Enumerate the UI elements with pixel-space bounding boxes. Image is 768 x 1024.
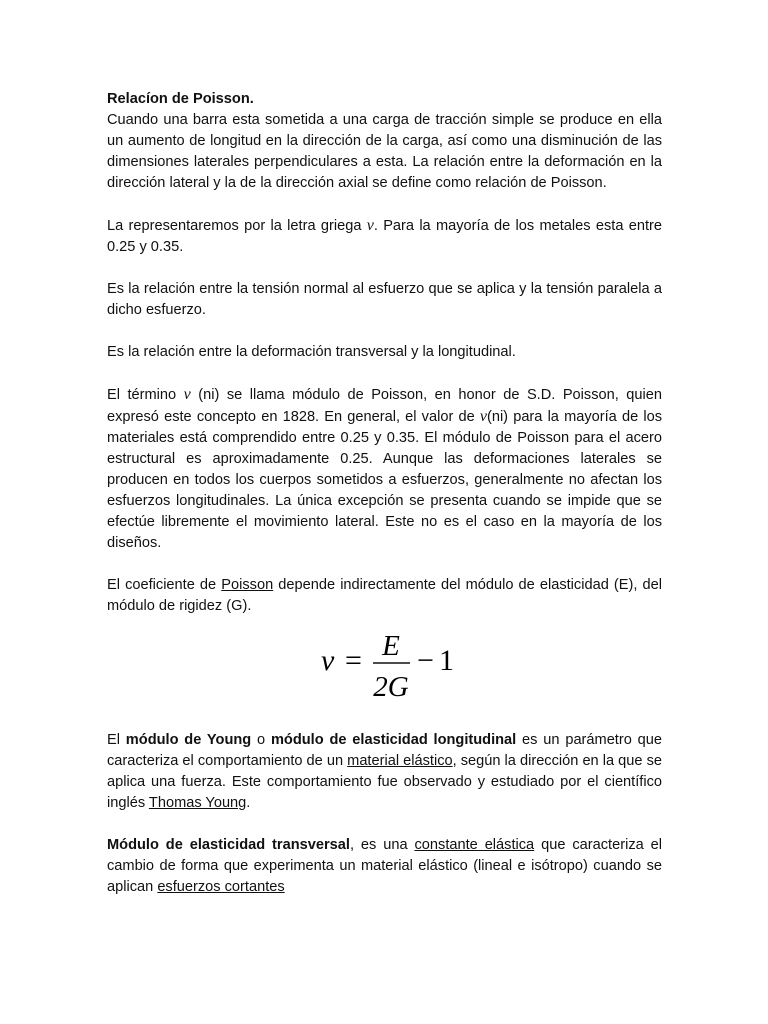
nu-symbol: ν [183,386,191,403]
paragraph-young-or: o [251,732,271,748]
paragraph-young-middle: es un parámetro que caracteriza el comportamiento de un [107,732,663,769]
paragraph-poisson-middle: (ni) se llama módulo de Poisson, en honor de S.D. Poisson, quien expresó este concepto en 1828. En general, el valor de [107,387,662,425]
formula-minus: − [416,644,434,677]
elastic-constant-link[interactable]: constante elástica [414,837,535,853]
paragraph-tension: Es la relación entre la tensión normal al esfuerzo que se aplica y la tensión paralela a dicho esfuerzo. [107,281,662,318]
paragraph-coefficient-end: depende indirectamente del módulo de elasticidad (E), del módulo de rigidez (G). [107,577,662,614]
paragraph-young-after-link: , según la dirección en la que se aplica una fuerza. Este comportamiento fue observado y estudiado por el científico inglés [107,753,662,811]
paragraph-young-start: El [107,732,126,748]
formula-nu: ν [320,644,334,677]
paragraph-intro [107,89,662,194]
document-page [107,89,662,919]
paragraph-poisson-start: El término [107,387,184,403]
poisson-link[interactable]: Poisson [221,577,274,593]
paragraph-greek-letter-end: . Para la mayoría de los metales esta entre 0.25 y 0.35. [107,218,662,255]
formula-one: 1 [438,644,454,677]
nu-symbol: ν [479,408,487,425]
shear-modulus-term: Módulo de elasticidad transversal [107,837,350,853]
longitudinal-modulus-term: módulo de elasticidad longitudinal [270,732,517,748]
formula-equals: = [344,644,362,677]
formula-denominator: 2G [372,671,409,703]
paragraph-deformation: Es la relación entre la deformación transversal y la longitudinal. [107,344,516,360]
paragraph-shear-middle: que caracteriza el cambio de forma que experimenta un material elástico (lineal e isótropo) cuando se aplican [107,837,662,895]
formula-numerator: E [381,630,400,662]
document-title: Relacíon de Poisson. [107,91,254,107]
paragraph-shear-start: , es una [349,837,415,853]
young-modulus-term: módulo de Young [125,732,252,748]
elastic-material-link[interactable]: material elástico [347,753,453,769]
paragraph-young [107,730,662,814]
paragraph-poisson-end: (ni) para la mayoría de los materiales está comprendido entre 0.25 y 0.35. El módulo de Poisson para el acero estructural es aproximadamente 0.25. Aunque las deformaciones laterales se producen en todos los cuerpos sometidos a esfuerzos, generalmente no afectan los esfuerzos longitudinales. La única excepción se presenta cuando se impide que se efectúe libremente el movimiento lateral. Este no es el caso en la mayoría de los diseños. [107,409,662,551]
paragraph-greek-letter-start: La representaremos por la letra griega [107,218,367,234]
shear-stress-link[interactable]: esfuerzos cortantes [157,879,285,895]
paragraph-intro-text: Cuando una barra esta sometida a una carga de tracción simple se produce en ella un aumento de longitud en la dirección de la carga, así como una disminución de las dimensiones laterales perpendiculares a esta. La relación entre la deformación en la dirección lateral y la de la dirección axial se define como relación de Poisson. [107,112,662,191]
paragraph-poisson-module [107,384,662,554]
paragraph-coefficient-start: El coeficiente de [107,577,222,593]
nu-symbol: ν [366,217,374,234]
paragraph-young-end: . [246,795,251,811]
poisson-formula [107,617,662,709]
thomas-young-link[interactable]: Thomas Young [148,795,247,811]
paragraph-greek-letter [107,215,662,258]
paragraph-shear-modulus [107,835,662,898]
paragraph-coefficient [107,575,662,617]
formula-svg [319,623,469,703]
